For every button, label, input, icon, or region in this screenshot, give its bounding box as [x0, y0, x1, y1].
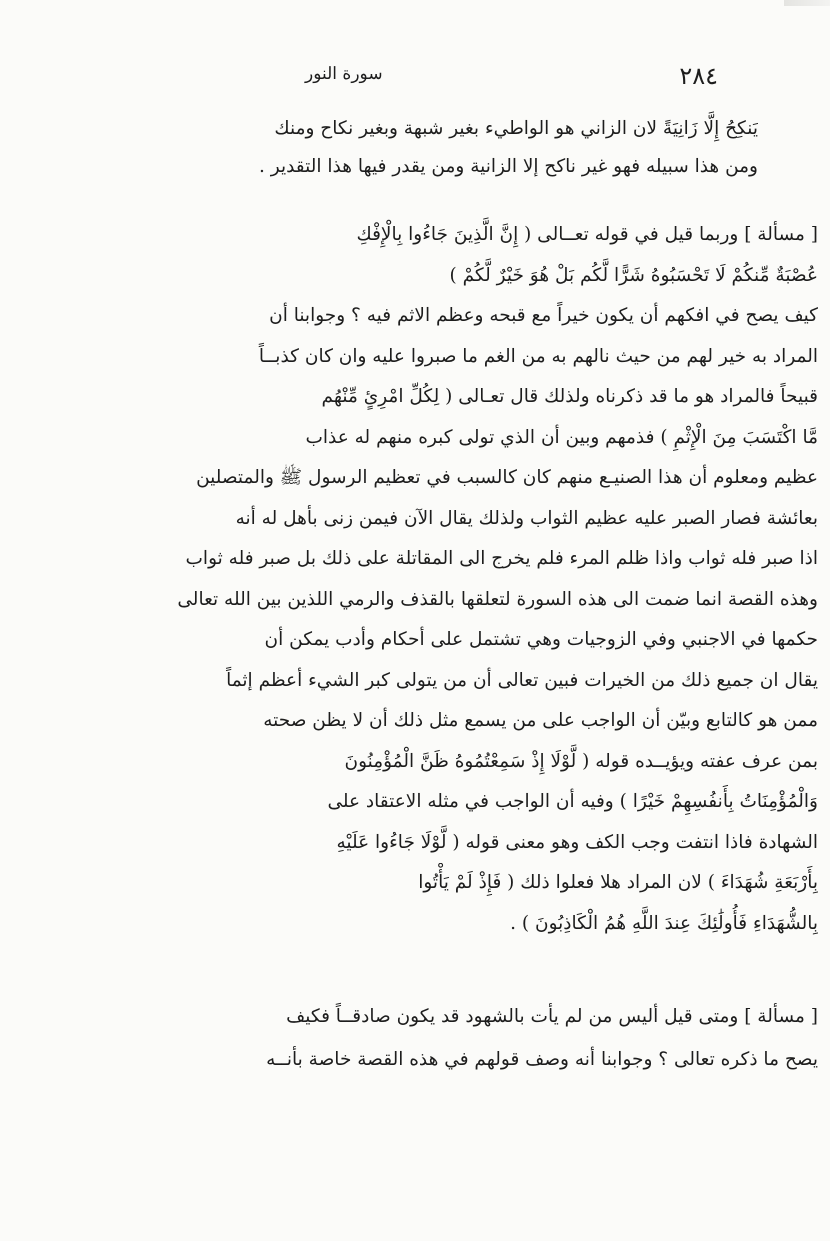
- text-line: مَّا اكْتَسَبَ مِنَ الْإِثْمِ ) فذمهم وبين أن الذي تولى كبره منهم له عذاب: [305, 426, 818, 448]
- text-line: اذا صبر فله ثواب واذا ظلم المرء فلم يخرج الى المقاتلة على ذلك بل صبر فله ثواب: [185, 548, 818, 569]
- paragraph-2: [40, 215, 818, 944]
- page-header: [60, 58, 790, 94]
- text-line: وهذه القصة انما ضمت الى هذه السورة لتعلقها بالقذف والرمي اللذين بين الله تعالى: [177, 588, 818, 610]
- text-line: يصح ما ذكره تعالى ؟ وجوابنا أنه وصف قولهم في هذه القصة خاصة بأنــه: [266, 1049, 818, 1070]
- text-line: وَالْمُؤْمِنَاتُ بِأَنفُسِهِمْ خَيْرًا ) وفيه أن الواجب في مثله الاعتقاد على: [327, 791, 818, 812]
- text-line: [ مسألة ] وربما قيل في قوله تعــالى ( إِنَّ الَّذِينَ جَاءُوا بِالْإِفْكِ: [356, 224, 818, 245]
- text-line: حكمها في الاجنبي وفي الزوجيات وهي تشتمل على أحكام وأدب يمكن أن: [264, 629, 818, 650]
- text-line: بعائشة فصار الصبر عليه عظيم الثواب ولذلك يقال الآن فيمن زنى بأهل له أنه: [235, 507, 818, 529]
- text-line: الشهادة فاذا انتفت وجب الكف وهو معنى قوله ( لَّوْلَا جَاءُوا عَلَيْهِ: [336, 831, 818, 853]
- text-line: بِأَرْبَعَةِ شُهَدَاءَ ) لان المراد هلا فعلوا ذلك ( فَإِذْ لَمْ يَأْتُوا: [418, 872, 818, 893]
- text-line: بمن عرف عفته ويؤيــده قوله ( لَّوْلَا إِذْ سَمِعْتُمُوهُ ظَنَّ الْمُؤْمِنُونَ: [344, 750, 818, 772]
- text-line: يقال ان جميع ذلك من الخيرات فبين تعالى أن من يتولى كبر الشيء أعظم إثماً: [226, 669, 818, 691]
- paragraph-3: [40, 995, 818, 1081]
- page-number: ٢٨٤: [679, 62, 718, 90]
- text-line: بِالشُّهَدَاءِ فَأُولَٰئِكَ عِندَ اللَّهِ هُمُ الْكَاذِبُونَ ) .: [510, 912, 818, 934]
- surah-title: سورة النور: [305, 64, 383, 84]
- text-line: عُصْبَةٌ مِّنكُمْ لَا تَحْسَبُوهُ شَرًّا لَّكُم بَلْ هُوَ خَيْرٌ لَّكُمْ ): [449, 264, 818, 286]
- text-line: المراد به خير لهم من حيث نالهم به من الغم ما صبروا عليه وان كان كذبــاً: [258, 345, 818, 367]
- text-line: كيف يصح في افكهم أن يكون خيراً مع قبحه وعظم الاثم فيه ؟ وجوابنا أن: [269, 305, 818, 326]
- text-line: ومن هذا سبيله فهو غير ناكح إلا الزانية ومن يقدر فيها هذا التقدير .: [258, 156, 758, 177]
- text-line: قبيحاً فالمراد هو ما قد ذكرناه ولذلك قال تعـالى ( لِكُلِّ امْرِئٍ مِّنْهُم: [321, 386, 818, 407]
- scan-edge-mark: [784, 0, 830, 6]
- text-line: عظيم ومعلوم أن هذا الصنيـع منهم كان كالسبب في تعظيم الرسول ﷺ والمتصلين: [196, 467, 818, 488]
- paragraph-1: [138, 110, 758, 186]
- text-line: يَنكِحُ إِلَّا زَانِيَةً لان الزاني هو الواطيء بغير شبهة وبغير نكاح ومنك: [274, 118, 758, 139]
- text-line: [ مسألة ] ومتى قيل أليس من لم يأت بالشهود قد يكون صادقــاً فكيف: [286, 1006, 818, 1027]
- text-line: ممن هو كالتابع وبيّن أن الواجب على من يسمع مثل ذلك أن لا يظن صحته: [263, 710, 818, 731]
